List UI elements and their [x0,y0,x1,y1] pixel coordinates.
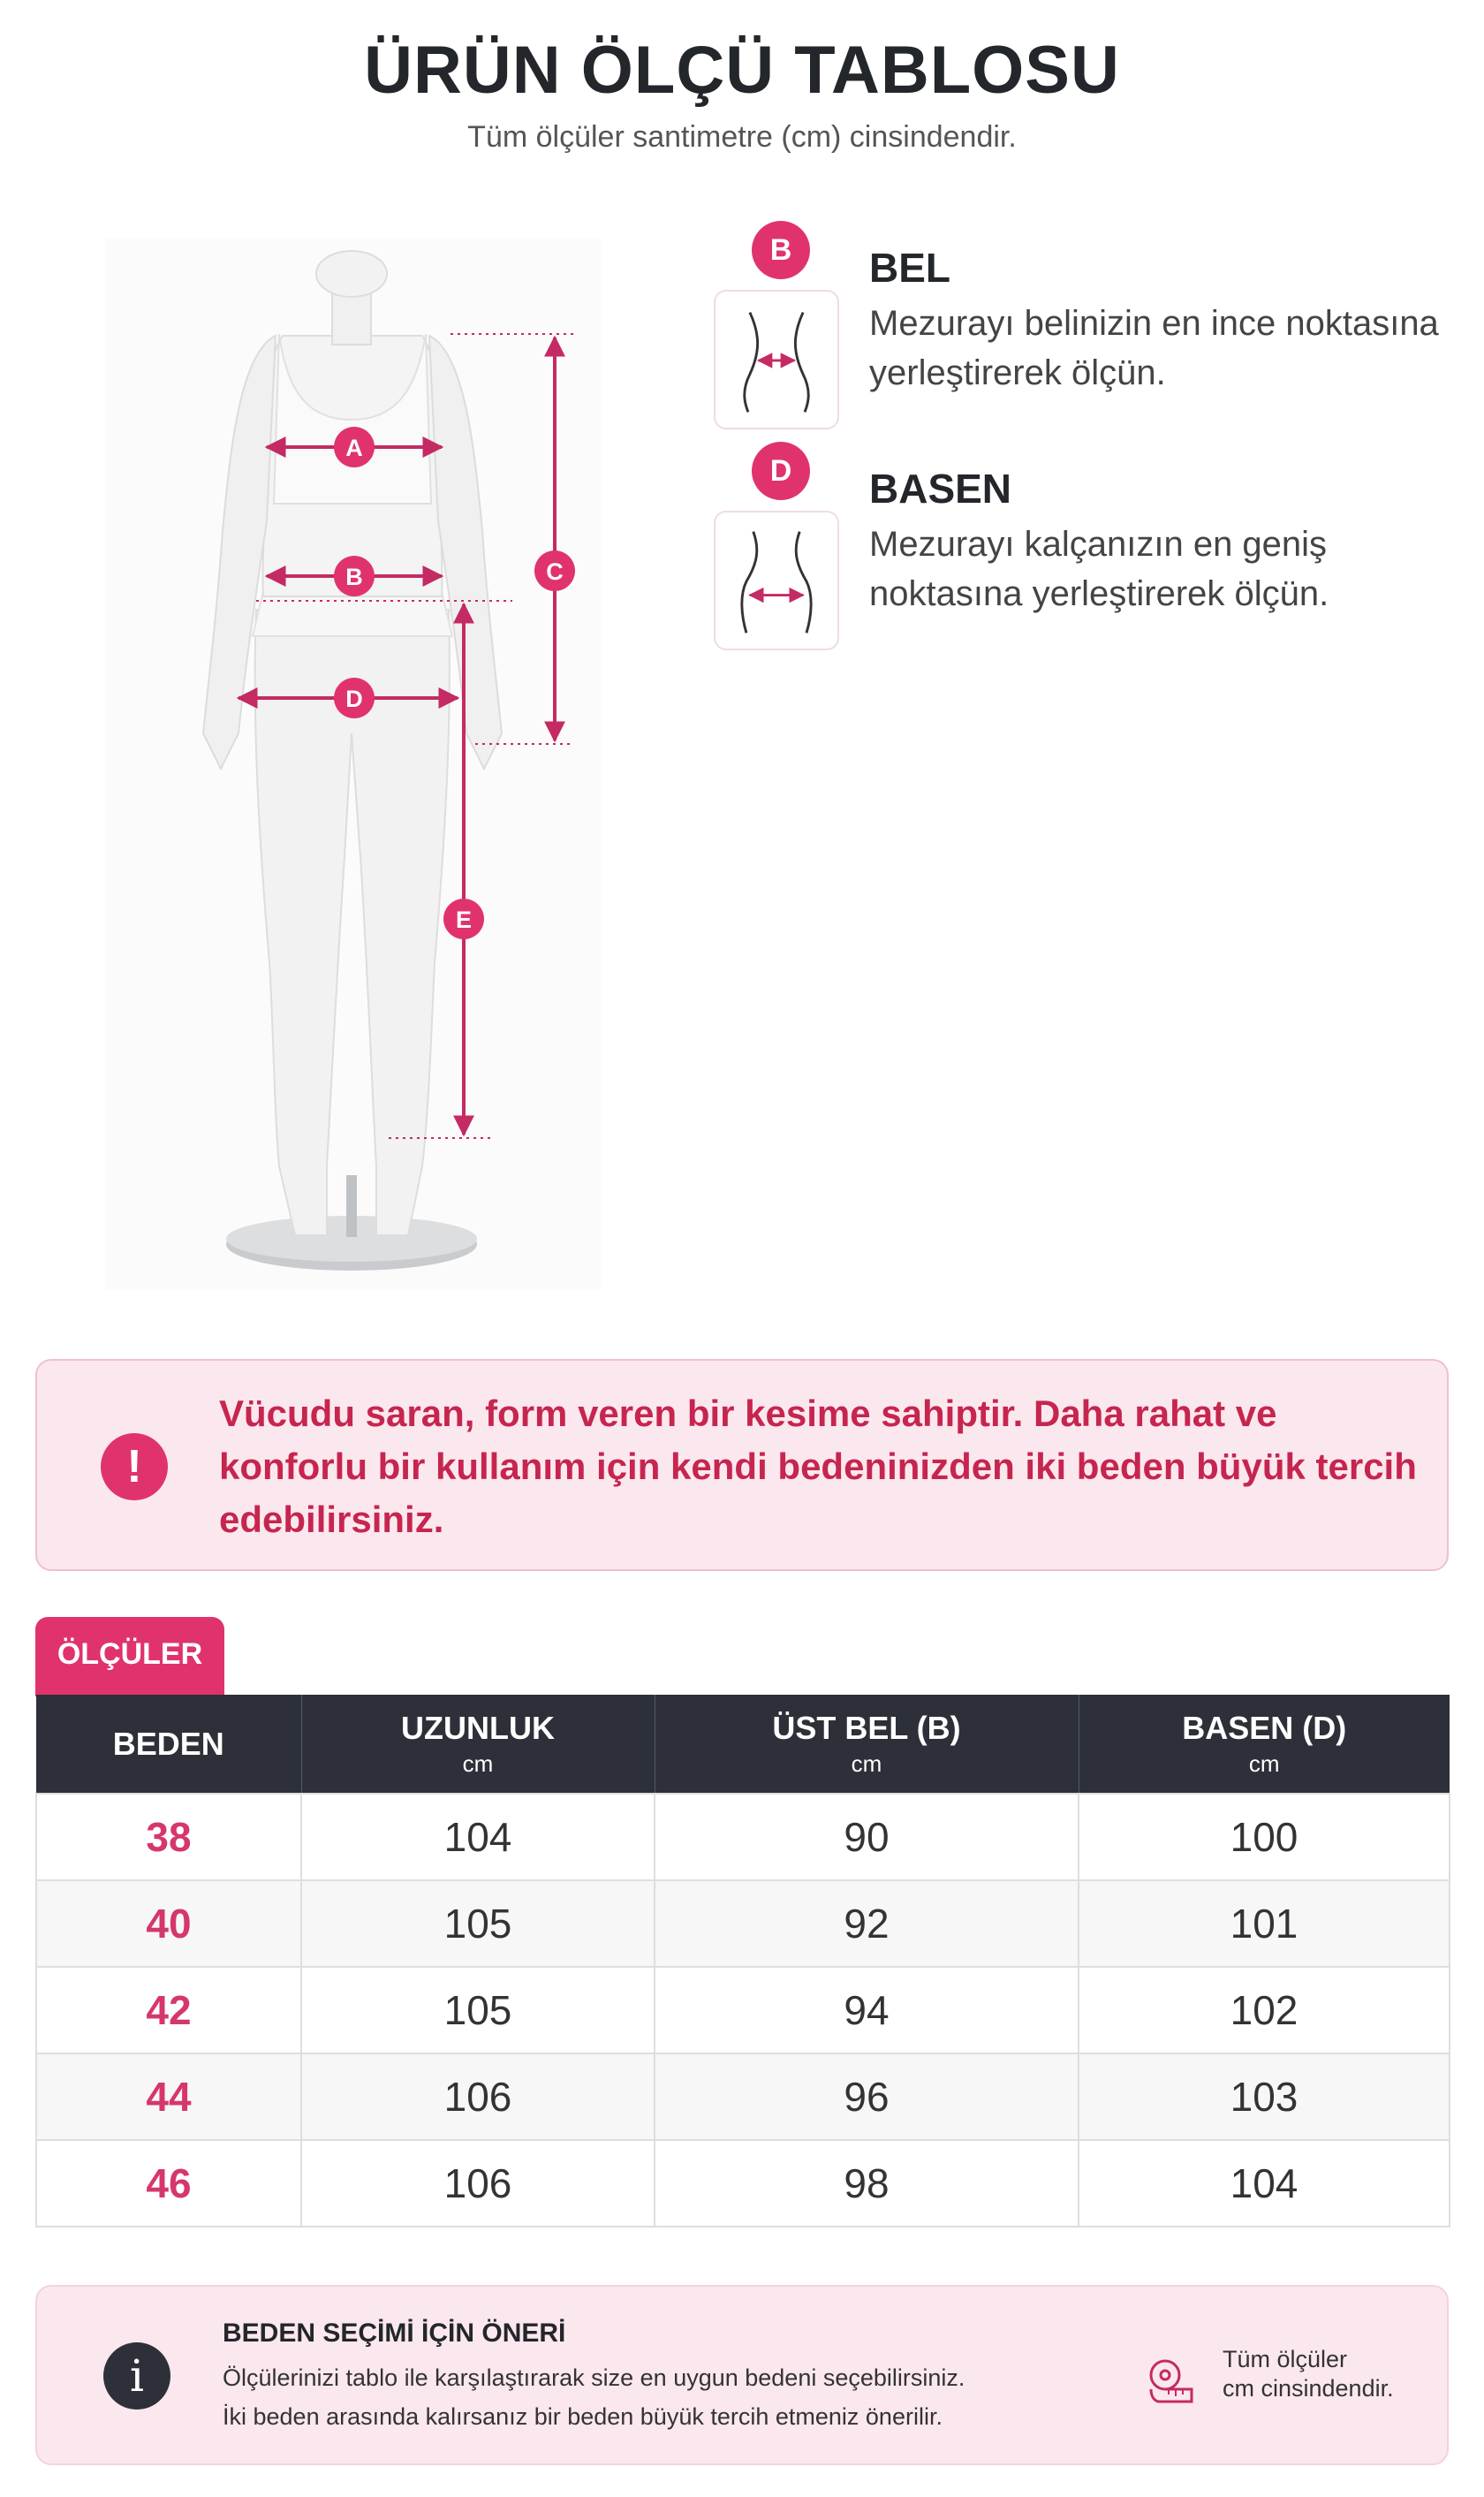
measurement-description: Mezurayı kalçanızın en geniş noktasına yerleştirerek ölçün. [869,525,1329,613]
page-subtitle: Tüm ölçüler santimetre (cm) cinsindendir. [467,120,1017,154]
tip-text-line: İki beden arasında kalırsanız bir beden büyük tercih etmeniz önerilir. [223,2403,943,2430]
hip-cell: 100 [1079,1794,1450,1880]
mannequin-figure [106,239,601,1290]
table-row [36,1967,1450,2053]
measurement-badge: B [752,221,810,279]
measurement-name: BEL [869,245,950,291]
length-cell: 105 [301,1880,655,1967]
measurement-item-waist [714,221,1456,442]
column-header-length: UZUNLUK cm [301,1695,655,1794]
header [0,28,1484,155]
size-table [35,1695,1450,2228]
length-cell: 104 [301,1794,655,1880]
table-row [36,1794,1450,1880]
hip-cell: 102 [1079,1967,1450,2053]
tip-title: BEDEN SEÇİMİ İÇİN ÖNERİ [223,2319,566,2348]
svg-text:D: D [345,686,363,712]
length-cell: 106 [301,2140,655,2227]
measurements-tab[interactable]: ÖLÇÜLER [35,1617,224,1696]
upper-waist-cell: 98 [655,2140,1079,2227]
upper-waist-cell: 90 [655,1794,1079,1880]
svg-text:B: B [345,564,363,590]
unit-note [1223,2345,1435,2403]
size-cell: 44 [36,2053,301,2140]
waist-icon [714,290,839,429]
fit-warning-text: Vücudu saran, form veren bir kesime sahiptir. Daha rahat ve konforlu bir kullanım için kendi bedeninizden iki beden büyük tercih edebilirsiniz. [219,1393,1417,1540]
table-row [36,2053,1450,2140]
length-cell: 106 [301,2053,655,2140]
size-cell: 42 [36,1967,301,2053]
measurement-guide [714,221,1456,663]
hip-cell: 101 [1079,1880,1450,1967]
svg-text:C: C [546,558,564,585]
upper-waist-cell: 96 [655,2053,1079,2140]
measurement-item-hip [714,442,1456,663]
measurement-name: BASEN [869,466,1012,512]
table-header-row [36,1695,1450,1794]
column-header-size: BEDEN [36,1695,301,1794]
size-cell: 40 [36,1880,301,1967]
fit-warning-box [35,1359,1449,1571]
size-cell: 38 [36,1794,301,1880]
column-header-upper-waist: ÜST BEL (B) cm [655,1695,1079,1794]
info-icon: i [103,2342,170,2410]
exclamation-icon: ! [101,1433,168,1500]
unit-note-line: cm cinsindendir. [1223,2375,1394,2402]
measuring-tape-icon [1146,2356,1195,2405]
tip-text-line: Ölçülerinizi tablo ile karşılaştırarak size en uygun bedeni seçebilirsiniz. [223,2364,965,2391]
table-row [36,2140,1450,2227]
table-row [36,1880,1450,1967]
measurement-description: Mezurayı belinizin en ince noktasına yerleştirerek ölçün. [869,304,1439,392]
svg-text:A: A [345,435,363,461]
unit-note-line: Tüm ölçüler [1223,2346,1348,2372]
size-tip-box [35,2285,1449,2465]
size-cell: 46 [36,2140,301,2227]
hip-icon [714,511,839,650]
mannequin-illustration [106,239,601,1290]
page-title: ÜRÜN ÖLÇÜ TABLOSU [364,33,1120,108]
length-cell: 105 [301,1967,655,2053]
upper-waist-cell: 94 [655,1967,1079,2053]
measurement-badge: D [752,442,810,500]
upper-waist-cell: 92 [655,1880,1079,1967]
column-header-hip: BASEN (D) cm [1079,1695,1450,1794]
svg-text:E: E [455,907,473,933]
hip-cell: 104 [1079,2140,1450,2227]
hip-cell: 103 [1079,2053,1450,2140]
